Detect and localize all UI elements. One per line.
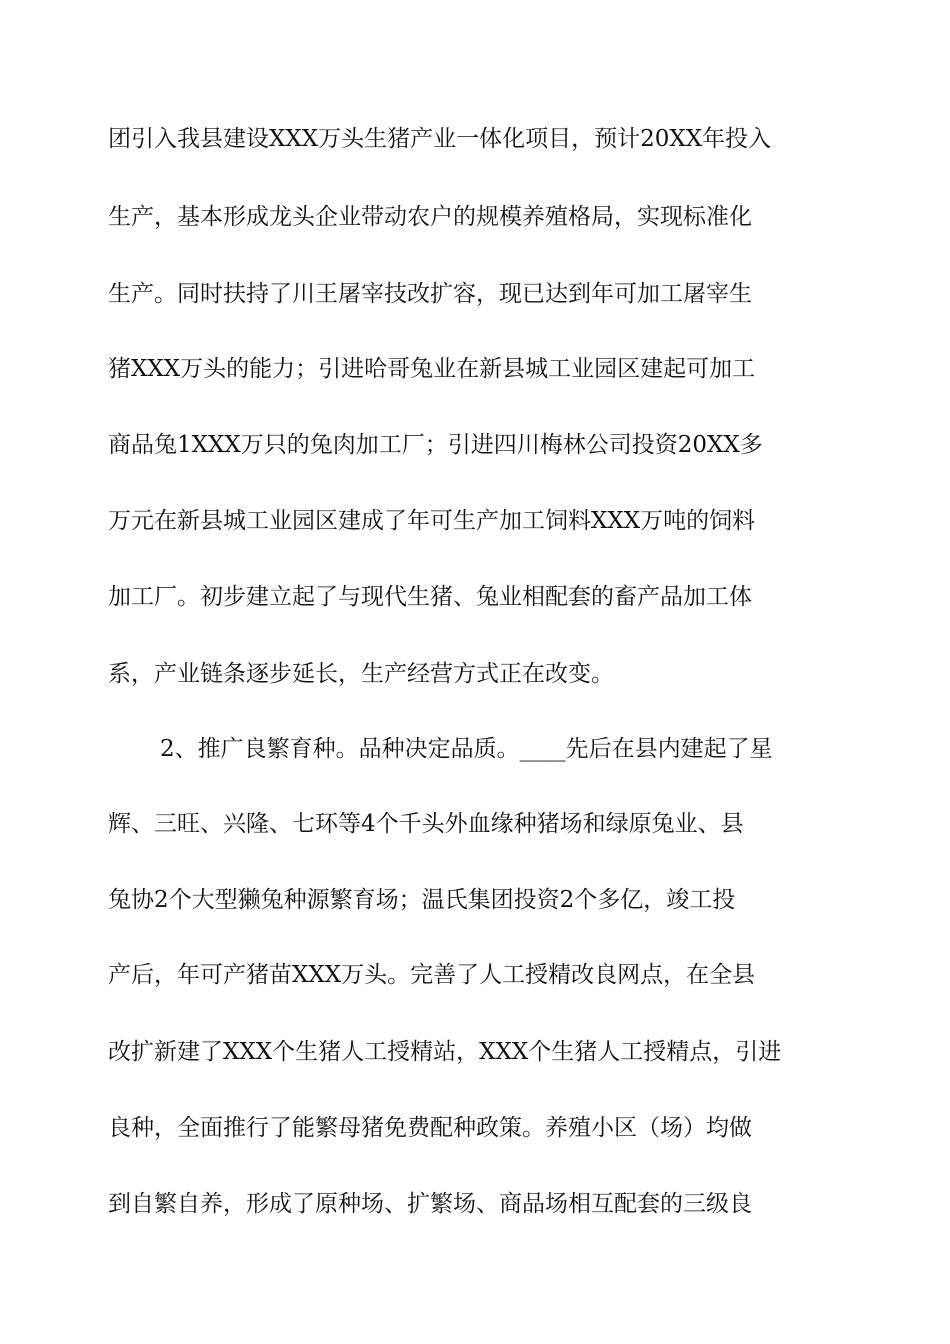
body-text-line: 兔协2个大型獭兔种源繁育场；温氏集团投资2个多亿，竣工投 [108, 887, 736, 913]
body-text-line: 团引入我县建设XXX万头生猪产业一体化项目，预计20XX年投入 [108, 126, 772, 152]
body-text-line: 猪XXX万头的能力；引进哈哥兔业在新县城工业园区建起可加工 [108, 356, 756, 382]
body-text-line: 到自繁自养，形成了原种场、扩繁场、商品场相互配套的三级良 [108, 1191, 752, 1217]
body-text-line: 商品兔1XXX万只的兔肉加工厂；引进四川梅林公司投资20XX多 [108, 432, 763, 458]
body-text-line: 产后，年可产猪苗XXX万头。完善了人工授精改良网点，在全县 [108, 962, 756, 988]
body-text-line: 系，产业链条逐步延长，生产经营方式正在改变。 [108, 661, 614, 687]
body-text-line: 万元在新县城工业园区建成了年可生产加工饲料XXX万吨的饲料 [108, 508, 756, 534]
body-text-line: 良种，全面推行了能繁母猪免费配种政策。养殖小区（场）均做 [108, 1115, 752, 1141]
body-text-line: 生产，基本形成龙头企业带动农户的规模养殖格局，实现标准化 [108, 204, 752, 230]
body-text-line: 加工厂。初步建立起了与现代生猪、兔业相配套的畜产品加工体 [108, 584, 752, 610]
paragraph-start-line: 2、推广良繁育种。品种决定品质。____先后在县内建起了星 [160, 736, 773, 762]
body-text-line: 辉、三旺、兴隆、七环等4个千头外血缘种猪场和绿原兔业、县 [108, 811, 744, 837]
body-text-line: 改扩新建了XXX个生猪人工授精站，XXX个生猪人工授精点，引进 [108, 1039, 782, 1065]
body-text-line: 生产。同时扶持了川王屠宰技改扩容，现已达到年可加工屠宰生 [108, 281, 752, 307]
